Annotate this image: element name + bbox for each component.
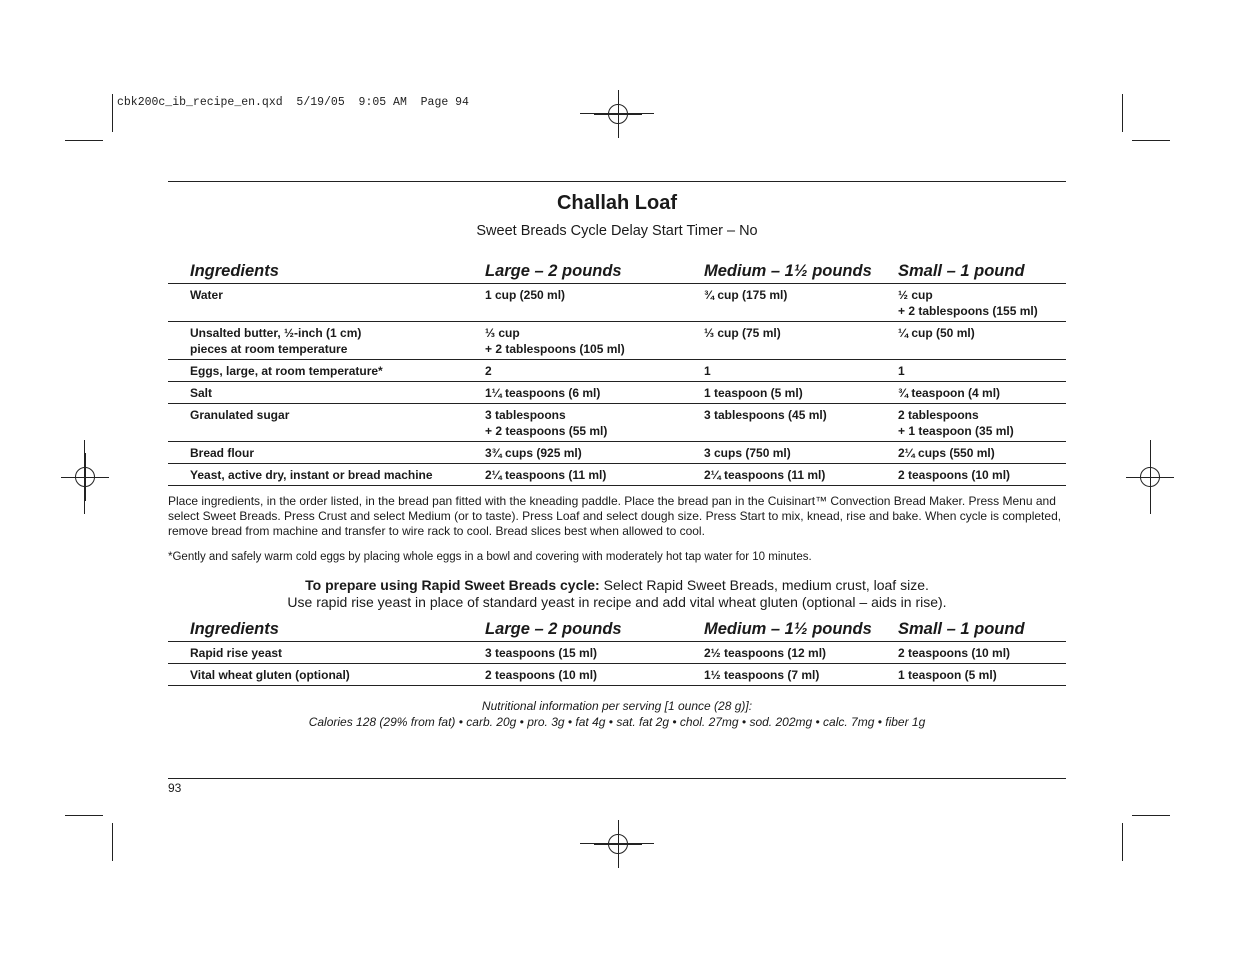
column-header: Medium – 1½ pounds — [704, 259, 898, 284]
egg-footnote: *Gently and safely warm cold eggs by placing whole eggs in a bowl and covering with moderately hot tap water for 10 minutes. — [168, 551, 812, 563]
ingredient-cell: Vital wheat gluten (optional) — [168, 664, 485, 686]
amount-cell: 3 cups (750 ml) — [704, 442, 898, 464]
amount-cell: ¾ teaspoon (4 ml) — [898, 382, 1066, 404]
amount-cell: 2 — [485, 360, 704, 382]
ingredient-cell: Water — [168, 284, 485, 322]
amount-cell: 3 tablespoons (45 ml) — [704, 404, 898, 442]
table-row — [168, 442, 1066, 464]
table-row — [168, 664, 1066, 686]
amount-cell: ¾ cup (175 ml) — [704, 284, 898, 322]
column-header: Medium – 1½ pounds — [704, 617, 898, 642]
rapid-cycle-note — [168, 577, 1066, 594]
rapid-ingredients-table — [168, 617, 1066, 686]
amount-cell: 3¾ cups (925 ml) — [485, 442, 704, 464]
amount-cell: 2½ teaspoons (12 ml) — [704, 642, 898, 664]
registration-mark-icon — [594, 90, 642, 138]
amount-cell: 1 teaspoon (5 ml) — [704, 382, 898, 404]
rapid-cycle-line2: Use rapid rise yeast in place of standard yeast in recipe and add vital wheat gluten (optional – aids in rise). — [287, 594, 947, 610]
nutrition-values: Calories 128 (29% from fat) • carb. 20g • pro. 3g • fat 4g • sat. fat 2g • chol. 27mg • sod. 202mg • calc. 7mg • fiber 1g — [308, 715, 926, 729]
table-row — [168, 382, 1066, 404]
crop-mark — [1132, 815, 1170, 816]
amount-cell: 1¼ teaspoons (6 ml) — [485, 382, 704, 404]
ingredient-cell: Salt — [168, 382, 485, 404]
column-header: Ingredients — [168, 617, 485, 642]
ingredient-cell: Yeast, active dry, instant or bread machine — [168, 464, 485, 486]
column-header: Large – 2 pounds — [485, 259, 704, 284]
amount-cell: 1 — [704, 360, 898, 382]
column-header: Large – 2 pounds — [485, 617, 704, 642]
table-header-row — [168, 259, 1066, 284]
ingredient-cell: Bread flour — [168, 442, 485, 464]
crop-mark — [84, 440, 85, 514]
amount-cell: ⅓ cup + 2 tablespoons (105 ml) — [485, 322, 704, 360]
amount-cell: 3 tablespoons + 2 teaspoons (55 ml) — [485, 404, 704, 442]
column-header: Small – 1 pound — [898, 259, 1066, 284]
table-row — [168, 360, 1066, 382]
instructions-paragraph: Place ingredients, in the order listed, in the bread pan fitted with the kneading paddle. Place the bread pan in the Cuisinart™ Convection Bread Maker. Press Menu and select Sweet Breads. Press Crust and select Medium (or to taste). Press Loaf and select dough size. Press Start to mix, knead, rise and bake. When cycle is completed, remove bread from machine and transfer to wire rack to cool. Bread slices best when allowed to cool. — [168, 494, 1062, 538]
recipe-title: Challah Loaf — [556, 192, 677, 214]
amount-cell: 2¼ teaspoons (11 ml) — [485, 464, 704, 486]
amount-cell: 1 cup (250 ml) — [485, 284, 704, 322]
ingredient-cell: Eggs, large, at room temperature* — [168, 360, 485, 382]
amount-cell: 2¼ teaspoons (11 ml) — [704, 464, 898, 486]
table-row — [168, 322, 1066, 360]
rapid-cycle-lead: To prepare using Rapid Sweet Breads cycle: — [305, 577, 600, 593]
amount-cell: 2 tablespoons + 1 teaspoon (35 ml) — [898, 404, 1066, 442]
recipe-subtitle: Sweet Breads Cycle Delay Start Timer – No — [476, 223, 758, 239]
table-row — [168, 464, 1066, 486]
table-header-row — [168, 617, 1066, 642]
footer-rule — [168, 778, 1066, 779]
ingredients-table — [168, 259, 1066, 486]
file-slug: cbk200c_ib_recipe_en.qxd 5/19/05 9:05 AM Page 94 — [117, 96, 469, 109]
table-row — [168, 404, 1066, 442]
crop-mark — [580, 113, 654, 114]
crop-mark — [65, 140, 103, 141]
registration-mark-icon — [61, 453, 109, 501]
column-header: Ingredients — [168, 259, 485, 284]
crop-mark — [112, 823, 113, 861]
amount-cell: 1½ teaspoons (7 ml) — [704, 664, 898, 686]
amount-cell: 1 teaspoon (5 ml) — [898, 664, 1066, 686]
ingredient-cell: Granulated sugar — [168, 404, 485, 442]
amount-cell: 2 teaspoons (10 ml) — [898, 464, 1066, 486]
crop-mark — [580, 843, 654, 844]
ingredient-cell: Unsalted butter, ½-inch (1 cm) pieces at room temperature — [168, 322, 485, 360]
ingredient-cell: Rapid rise yeast — [168, 642, 485, 664]
nutrition-heading: Nutritional information per serving [1 ounce (28 g)]: — [481, 699, 753, 713]
crop-mark — [1132, 140, 1170, 141]
crop-mark — [1122, 94, 1123, 132]
crop-mark — [112, 94, 113, 132]
amount-cell: ½ cup + 2 tablespoons (155 ml) — [898, 284, 1066, 322]
amount-cell: 2 teaspoons (10 ml) — [485, 664, 704, 686]
table-row — [168, 284, 1066, 322]
crop-mark — [1122, 823, 1123, 861]
amount-cell: ¼ cup (50 ml) — [898, 322, 1066, 360]
rapid-cycle-line1: Select Rapid Sweet Breads, medium crust, loaf size. — [603, 577, 929, 593]
header-rule — [168, 181, 1066, 182]
amount-cell: 2¼ cups (550 ml) — [898, 442, 1066, 464]
table-row — [168, 642, 1066, 664]
amount-cell: 3 teaspoons (15 ml) — [485, 642, 704, 664]
crop-mark — [1150, 440, 1151, 514]
amount-cell: 1 — [898, 360, 1066, 382]
amount-cell: ⅓ cup (75 ml) — [704, 322, 898, 360]
amount-cell: 2 teaspoons (10 ml) — [898, 642, 1066, 664]
registration-mark-icon — [594, 820, 642, 868]
column-header: Small – 1 pound — [898, 617, 1066, 642]
crop-mark — [65, 815, 103, 816]
page-number: 93 — [168, 781, 182, 795]
